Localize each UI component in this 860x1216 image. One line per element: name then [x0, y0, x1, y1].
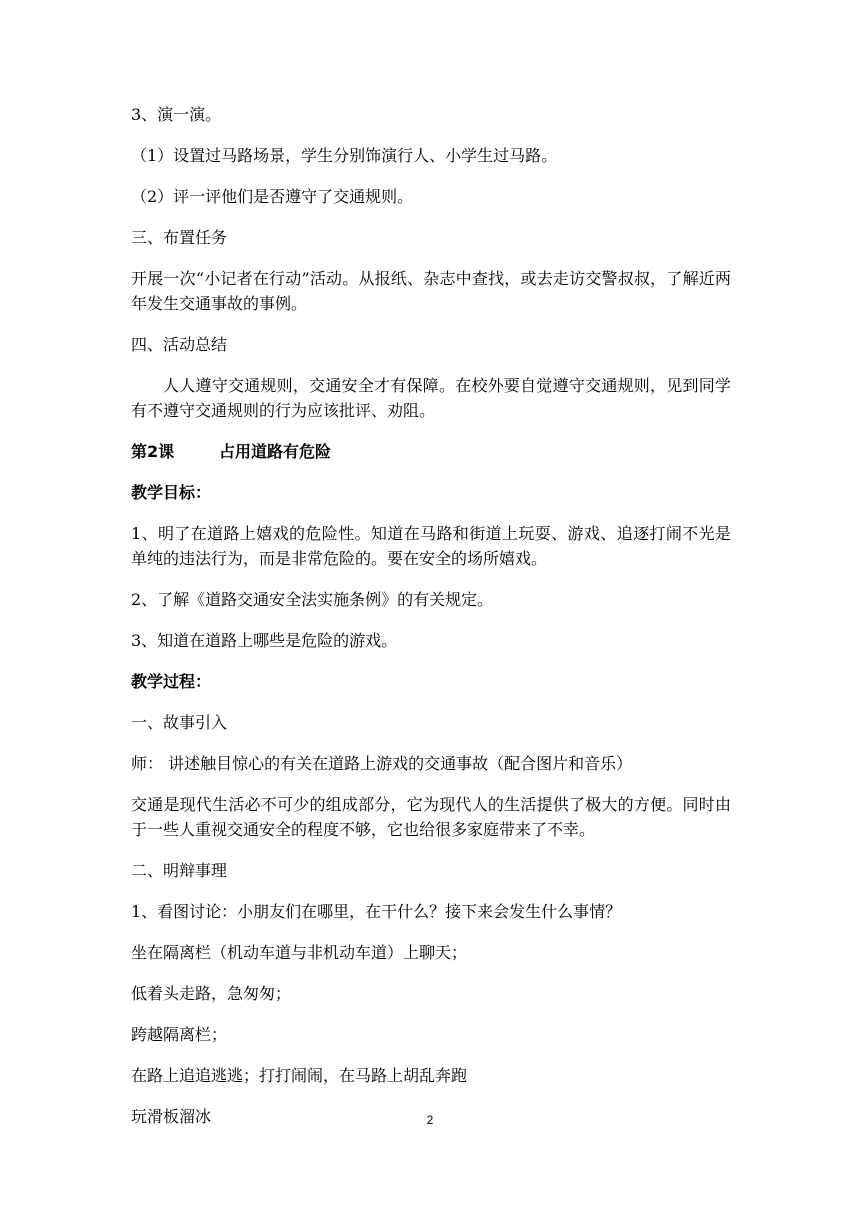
act3-step2: （2）评一评他们是否遵守了交通规则。	[131, 187, 414, 206]
teacher-line: 师： 讲述触目惊心的有关在道路上游戏的交通事故（配合图片和音乐）	[131, 754, 633, 773]
goal-2: 2、了解《道路交通安全法实施条例》的有关规定。	[131, 590, 494, 609]
intro-text: 交通是现代生活必不可少的组成部分，它为现代人的生活提供了极大的方便。同时由于一些人重视交通安全的程度不够，它也给很多家庭带来了不幸。	[131, 795, 731, 839]
task-text: 开展一次“小记者在行动”活动。从报纸、杂志中查找，或去走访交警叔叔，了解近两年发生交通事故的事例。	[131, 269, 731, 313]
case-3: 跨越隔离栏；	[131, 1025, 228, 1044]
lesson-title: 占用道路有危险	[219, 442, 332, 461]
case-5: 玩滑板溜冰	[131, 1107, 212, 1126]
section3-heading: 三、布置任务	[131, 228, 228, 247]
section4-heading: 四、活动总结	[131, 335, 228, 354]
document-body	[131, 102, 731, 1145]
summary-text: 人人遵守交通规则，交通安全才有保障。在校外要自觉遵守交通规则，见到同学有不遵守交通规则的行为应该批评、劝阻。	[131, 376, 731, 420]
goal-3: 3、知道在道路上哪些是危险的游戏。	[131, 631, 398, 650]
case-2: 低着头走路，急匆匆；	[131, 984, 292, 1003]
act3-step1: （1）设置过马路场景，学生分别饰演行人、小学生过马路。	[131, 146, 558, 165]
goal-1: 1、明了在道路上嬉戏的危险性。知道在马路和街道上玩耍、游戏、追逐打闹不光是单纯的违法行为，而是非常危险的。要在安全的场所嬉戏。	[131, 524, 731, 568]
process-heading: 教学过程：	[131, 672, 212, 691]
case-1: 坐在隔离栏（机动车道与非机动车道）上聊天；	[131, 943, 468, 962]
lesson-heading	[131, 439, 731, 464]
act3-title: 3、演一演。	[131, 105, 222, 124]
discuss-1: 1、看图讨论：小朋友们在哪里，在干什么？接下来会发生什么事情？	[131, 902, 622, 921]
lesson2-body	[131, 480, 731, 1129]
lesson-number: 第2课	[131, 442, 175, 461]
part2-heading: 二、明辩事理	[131, 861, 228, 880]
lesson1-continuation	[131, 102, 731, 423]
page-number: 2	[426, 1113, 434, 1127]
part1-heading: 一、故事引入	[131, 713, 228, 732]
case-4: 在路上追追逃逃；打打闹闹，在马路上胡乱奔跑	[131, 1066, 468, 1085]
goals-heading: 教学目标：	[131, 483, 212, 502]
